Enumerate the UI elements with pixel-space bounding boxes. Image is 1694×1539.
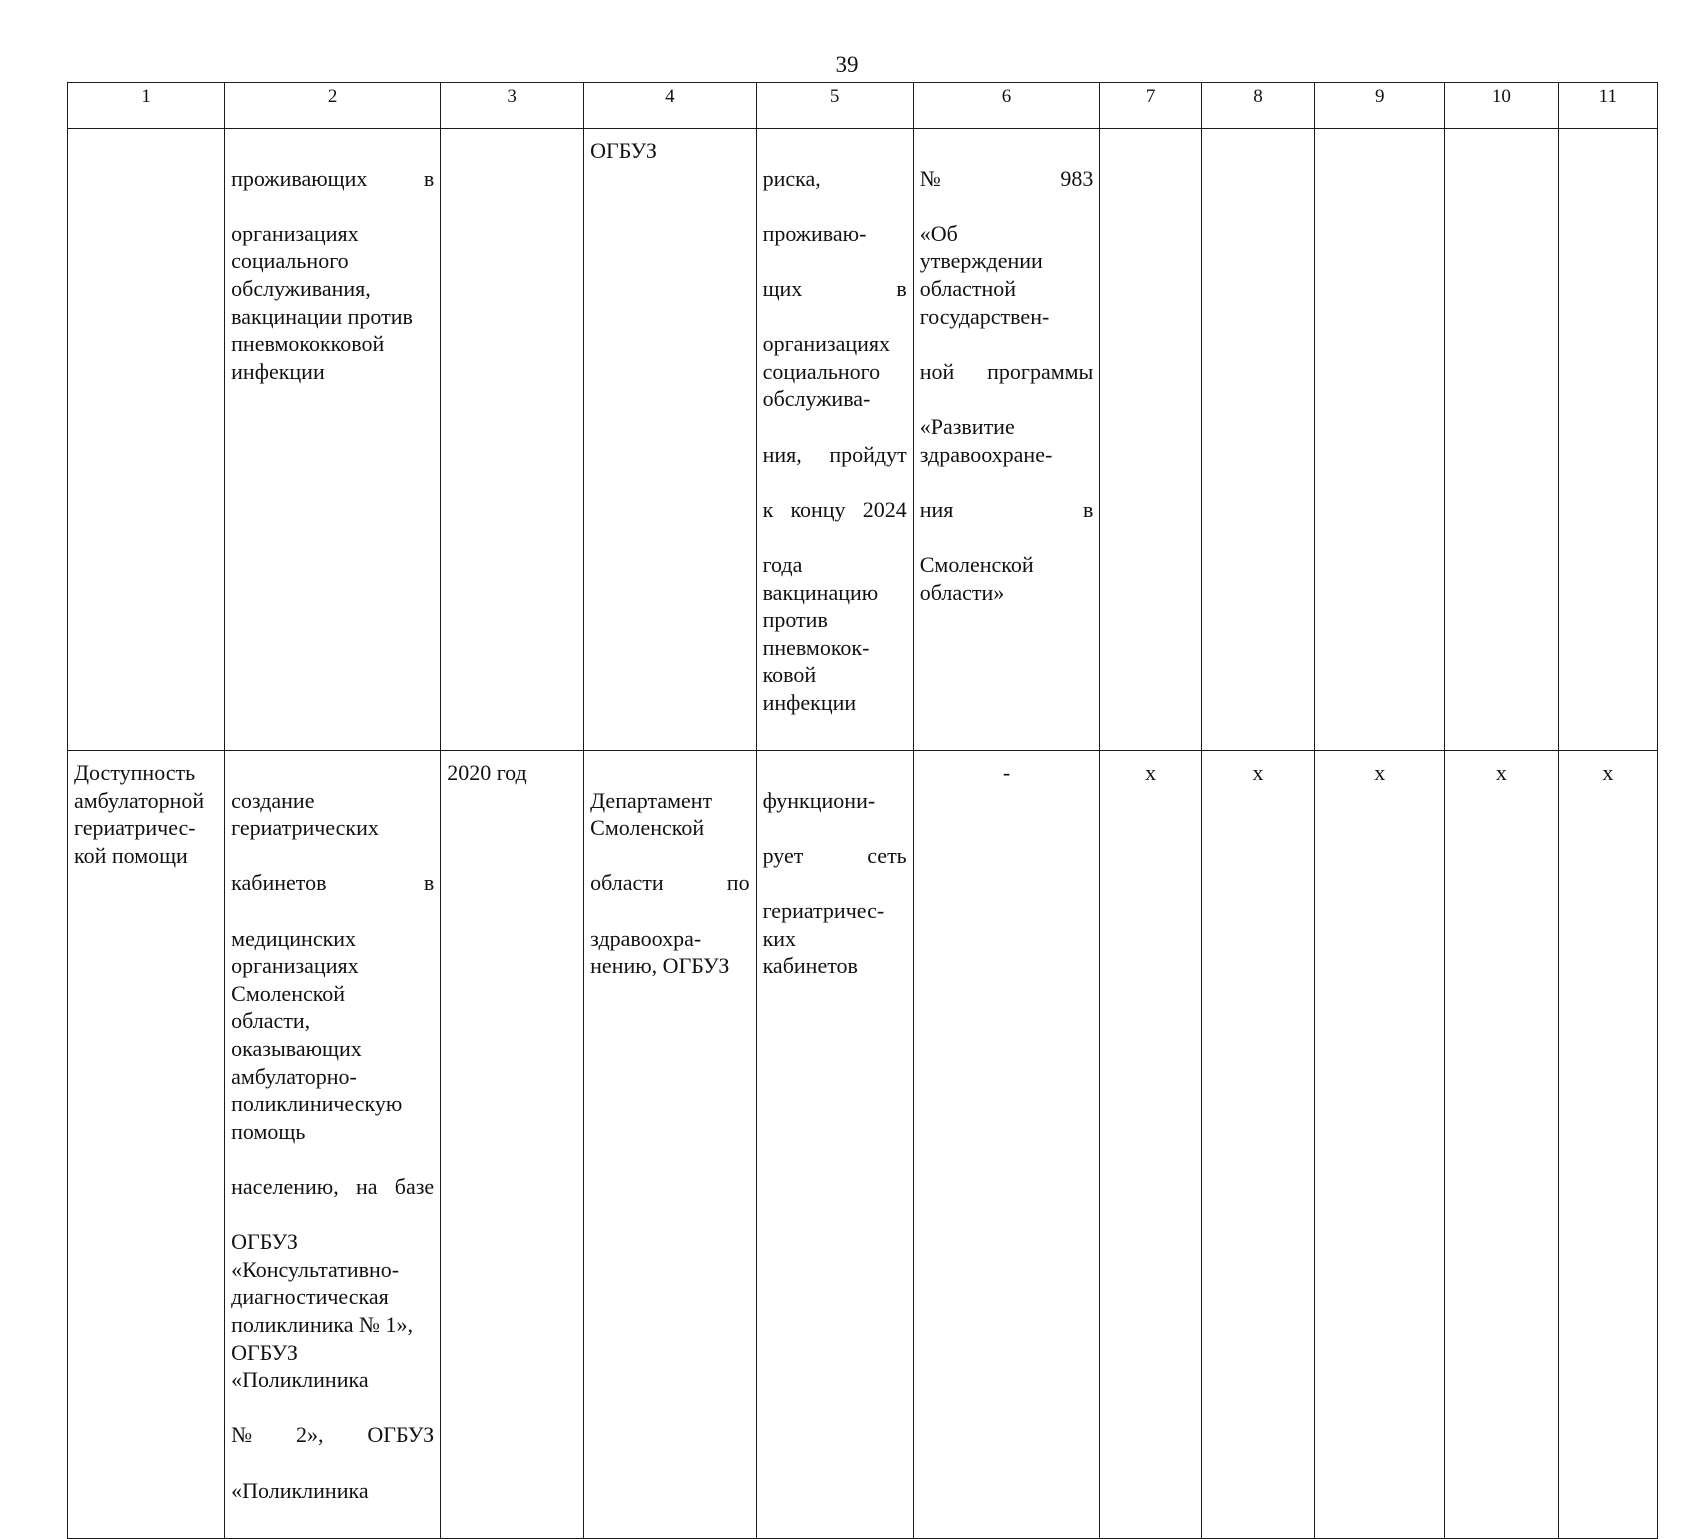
- table-cell: [1100, 129, 1201, 751]
- cell-text: года вакцинацию против пневмокок- ковой инфекции: [762, 551, 879, 715]
- cell-text: [1315, 129, 1444, 143]
- justified-line: [231, 1421, 434, 1449]
- cell-text: медицинских организациях Смоленской области, оказывающих амбулаторно- поликлиническую помощь: [231, 925, 403, 1144]
- column-header: 10: [1445, 83, 1558, 129]
- cell-word: в: [423, 165, 435, 191]
- cell-text: [1100, 129, 1200, 143]
- cell-word: кабинетов: [231, 870, 327, 896]
- cell-word: программы: [987, 358, 1094, 384]
- table-cell: [1100, 751, 1201, 1539]
- cell-text: ОГБУЗ: [590, 138, 657, 163]
- column-header: 11: [1558, 83, 1657, 129]
- column-header: 2: [225, 83, 441, 129]
- cell-word: в: [1082, 496, 1094, 522]
- cell-text: х: [1145, 760, 1157, 786]
- column-header: 6: [913, 83, 1100, 129]
- cell-content: [225, 129, 440, 419]
- document-table: [67, 82, 1658, 1539]
- cell-word: 2024: [862, 496, 907, 522]
- justified-line: [231, 1173, 434, 1201]
- column-header: 8: [1201, 83, 1314, 129]
- justified-line: [763, 496, 907, 524]
- cell-word: к: [762, 496, 774, 522]
- justified-line: [231, 165, 434, 193]
- table-cell: [1558, 751, 1657, 1539]
- cell-word: №: [919, 165, 941, 191]
- cell-word: по: [726, 870, 750, 896]
- cell-text: Смоленской области»: [919, 551, 1034, 605]
- cell-text: [1445, 129, 1557, 143]
- table-cell: [584, 751, 756, 1539]
- cell-text: 2020 год: [447, 760, 527, 786]
- table-cell: [1445, 751, 1558, 1539]
- cell-text: Департамент Смоленской: [590, 787, 713, 841]
- cell-word: ной: [919, 358, 955, 384]
- cell-text: х: [1602, 760, 1614, 786]
- cell-text: х: [1374, 760, 1386, 786]
- cell-text: -: [1002, 760, 1011, 786]
- column-header: 7: [1100, 83, 1201, 129]
- table-cell: [441, 129, 584, 751]
- cell-text: х: [1495, 760, 1507, 786]
- table-cell: [1315, 129, 1445, 751]
- table-cell: [441, 751, 584, 1539]
- table-row: [68, 129, 1658, 751]
- table-cell: [1201, 129, 1314, 751]
- cell-word: в: [423, 870, 435, 896]
- cell-text: риска,: [762, 165, 821, 191]
- cell-content: [914, 129, 1100, 640]
- cell-word: щих: [762, 275, 803, 301]
- column-header: 3: [441, 83, 584, 129]
- cell-word: на: [355, 1173, 378, 1199]
- cell-word: концу: [790, 496, 846, 522]
- cell-word: ния,: [762, 441, 802, 467]
- table-cell: [1445, 129, 1558, 751]
- cell-word: ОГБУЗ: [367, 1422, 435, 1448]
- cell-text: функциони-: [762, 787, 876, 813]
- cell-text: организациях социального обслуживания, вакцинации против пневмококковой инфекции: [231, 220, 413, 384]
- table-cell: [756, 751, 913, 1539]
- table-cell: [68, 751, 225, 1539]
- cell-text: организациях социального обслужива-: [762, 331, 891, 412]
- table-cell: [913, 129, 1100, 751]
- column-header: 5: [756, 83, 913, 129]
- cell-word: проживающих: [231, 165, 368, 191]
- cell-word: области: [590, 870, 664, 896]
- cell-word: базе: [394, 1173, 435, 1199]
- cell-text: Доступность амбулаторной гериатричес- кой помощи: [74, 760, 205, 868]
- table-cell: [225, 751, 441, 1539]
- cell-content: [757, 129, 913, 750]
- table-cell: [1558, 129, 1657, 751]
- table-cell: [1315, 751, 1445, 1539]
- cell-text: [68, 129, 224, 143]
- justified-line: [920, 358, 1094, 386]
- cell-word: рует: [762, 842, 804, 868]
- justified-line: [763, 441, 907, 469]
- column-numbers-row: [68, 83, 1658, 129]
- cell-text: «Поликлиника: [231, 1477, 369, 1503]
- cell-word: в: [896, 275, 907, 301]
- column-header: 9: [1315, 83, 1445, 129]
- cell-content: [584, 751, 755, 1013]
- cell-text: [1202, 129, 1314, 143]
- cell-text: проживаю-: [762, 220, 867, 246]
- cell-text: ОГБУЗ «Консультативно- диагностическая поликлиника № 1», ОГБУЗ «Поликлиника: [231, 1229, 413, 1393]
- justified-line: [920, 496, 1094, 524]
- table-cell: [68, 129, 225, 751]
- justified-line: [231, 869, 434, 897]
- cell-text: гериатричес- ких кабинетов: [762, 898, 885, 979]
- cell-text: здравоохра- нению, ОГБУЗ: [590, 925, 730, 979]
- cell-word: населению,: [231, 1173, 339, 1199]
- cell-text: создание гериатрических: [231, 787, 379, 841]
- cell-word: 2»,: [296, 1422, 324, 1448]
- cell-text: [1559, 129, 1657, 143]
- justified-line: [763, 842, 907, 870]
- cell-word: 983: [1060, 165, 1094, 191]
- cell-text: «Развитие здравоохране-: [919, 413, 1053, 467]
- cell-content: [757, 751, 913, 1013]
- column-header: 4: [584, 83, 756, 129]
- table-cell: [913, 751, 1100, 1539]
- justified-line: [590, 869, 749, 897]
- table-cell: [756, 129, 913, 751]
- cell-content: [225, 751, 440, 1538]
- justified-line: [763, 275, 907, 303]
- column-header: 1: [68, 83, 225, 129]
- table-cell: [1201, 751, 1314, 1539]
- cell-word: пройдут: [829, 441, 907, 467]
- table-cell: [225, 129, 441, 751]
- page-number: 39: [835, 52, 859, 77]
- table-row: [68, 751, 1658, 1539]
- cell-word: сеть: [867, 842, 907, 868]
- cell-text: [441, 129, 583, 143]
- cell-word: №: [231, 1422, 253, 1448]
- cell-text: «Об утверждении областной государствен-: [919, 220, 1050, 329]
- justified-line: [920, 165, 1094, 193]
- cell-text: х: [1252, 760, 1264, 786]
- table-cell: [584, 129, 756, 751]
- cell-word: ния: [919, 496, 954, 522]
